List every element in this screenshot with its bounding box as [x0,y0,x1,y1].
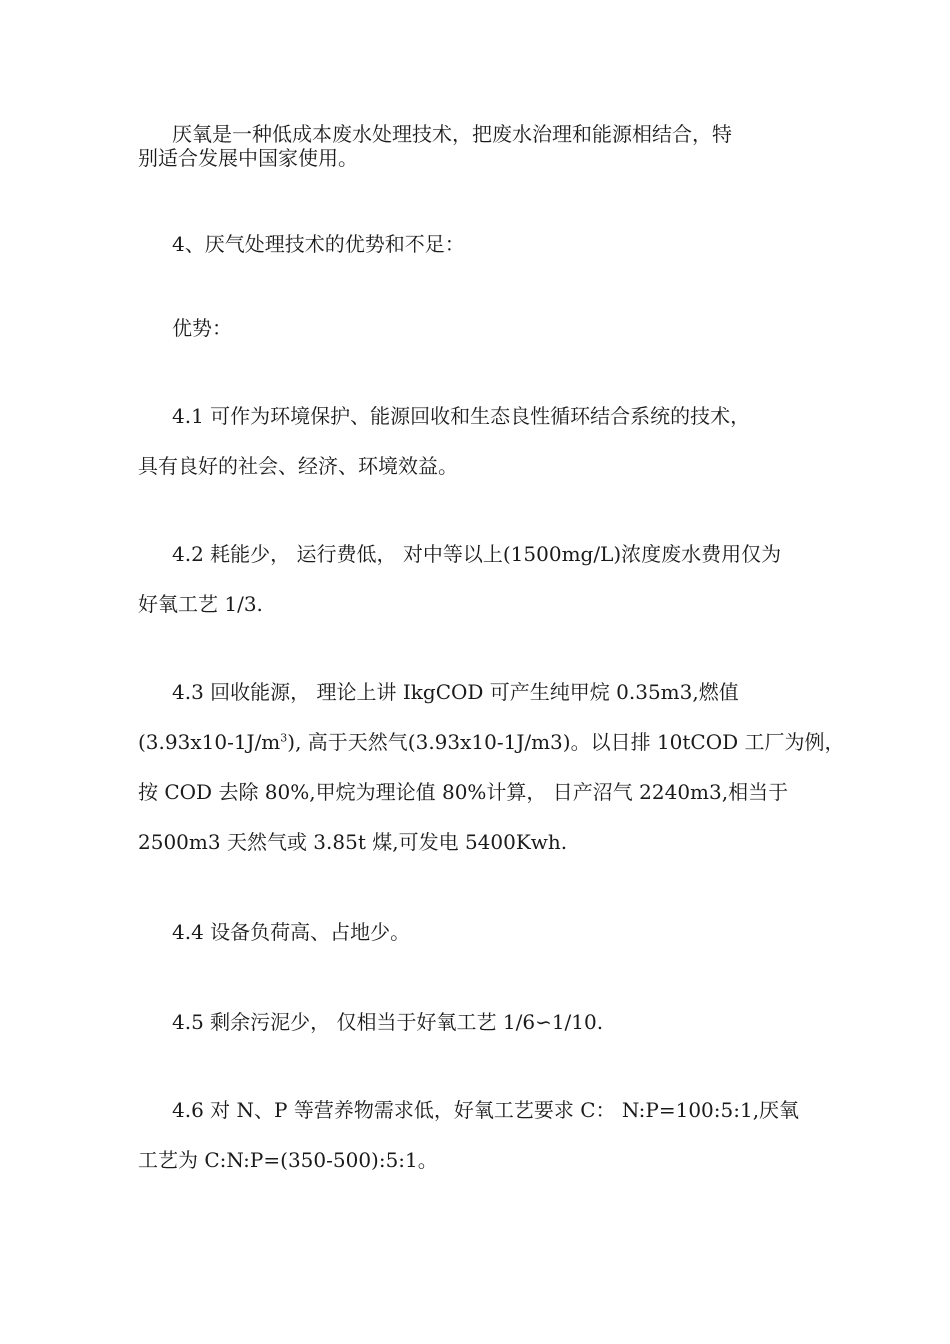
text-fragment: ) [287,730,296,754]
paragraph-4-6 [138,1098,838,1172]
text-fragment: , 高于天然气(3.93x10-1J/m3)。以日排 10tCOD 工厂为例， [295,730,845,754]
text-line: 具有良好的社会、经济、环境效益。 [138,454,458,478]
superscript: 3 [280,731,288,745]
paragraph-4-4 [138,920,838,944]
text-line: 2500m3 天然气或 3.85t 煤,可发电 5400Kwh. [138,830,568,854]
paragraph-4-2 [138,542,838,616]
paragraph-intro [138,122,838,170]
text-line: 4.2 耗能少， 运行费低， 对中等以上(1500mg/L)浓度废水费用仅为 [172,542,782,566]
text-line: 厌氧是一种低成本废水处理技术，把废水治理和能源相结合，特 [172,122,732,146]
text-line: 别适合发展中国家使用。 [138,146,358,170]
subheading-advantages [138,316,838,340]
paragraph-4-1 [138,404,838,478]
text-line: 4.3 回收能源， 理论上讲 IkgCOD 可产生纯甲烷 0.35m3,燃值 [172,680,739,704]
text-line: 工艺为 C:N:P=(350-500):5:1。 [138,1148,438,1172]
text-line-with-superscript [138,730,845,754]
text-line: 优势： [172,316,232,340]
text-line: 4、厌气处理技术的优势和不足： [172,232,465,256]
text-line: 4.4 设备负荷高、占地少。 [172,920,411,944]
paragraph-4-3 [138,680,845,854]
text-line: 好氧工艺 1/3. [138,592,263,616]
paragraph-4-5 [138,1010,838,1034]
text-line: 按 COD 去除 80%,甲烷为理论值 80%计算， 日产沼气 2240m3,相当于 [138,780,789,804]
text-line: 4.5 剩余污泥少， 仅相当于好氧工艺 1/6∽1/10. [172,1010,604,1034]
text-line: 4.6 对 N、P 等营养物需求低，好氧工艺要求 C： N:P=100:5:1,厌氧 [172,1098,800,1122]
text-line: 4.1 可作为环境保护、能源回收和生态良性循环结合系统的技术， [172,404,751,428]
text-fragment: (3.93x10-1J/m [138,730,281,754]
section-heading [138,232,838,256]
